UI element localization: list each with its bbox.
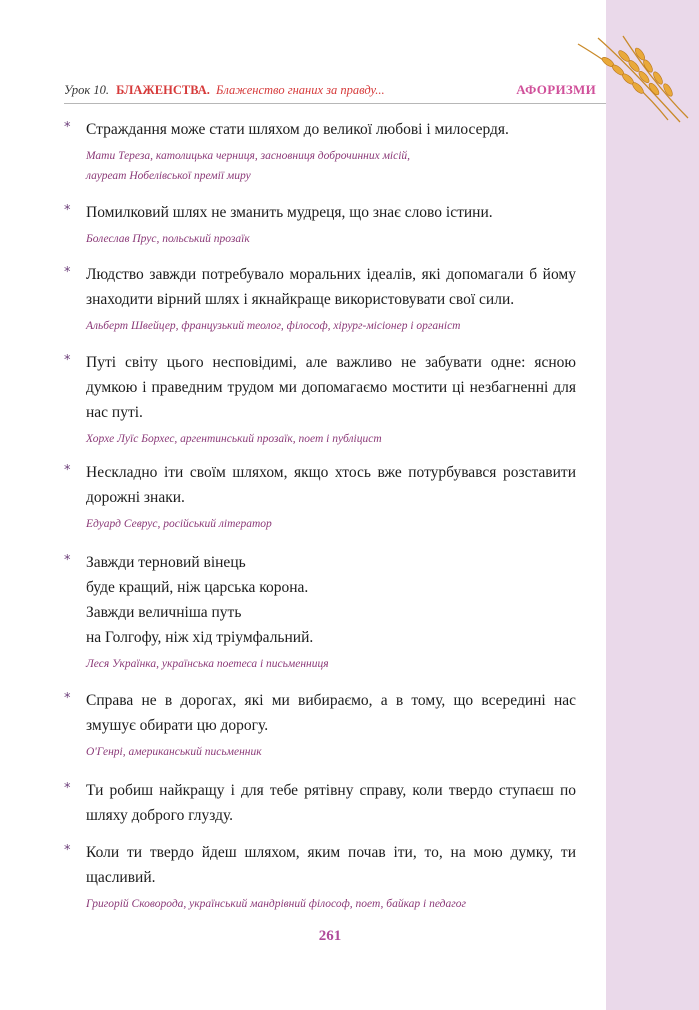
quote-item bbox=[64, 200, 576, 249]
quote-text bbox=[86, 840, 576, 890]
quote-text bbox=[86, 262, 576, 312]
quote-author bbox=[86, 654, 576, 674]
quote-item bbox=[64, 262, 576, 336]
quote-text bbox=[86, 778, 576, 828]
bullet-star-icon: * bbox=[64, 843, 71, 858]
quote-author bbox=[86, 514, 576, 534]
author-line: лауреат Нобелівської премії миру bbox=[86, 170, 251, 182]
bullet-star-icon: * bbox=[64, 691, 71, 706]
quote-author bbox=[86, 316, 576, 336]
author-line: Едуард Севрус, російський літератор bbox=[86, 518, 272, 530]
bullet-star-icon: * bbox=[64, 781, 71, 796]
author-line: Болеслав Прус, польський прозаїк bbox=[86, 233, 250, 245]
page-header bbox=[64, 80, 596, 100]
bullet-star-icon: * bbox=[64, 463, 71, 478]
quote-item bbox=[64, 117, 576, 186]
bullet-star-icon: * bbox=[64, 203, 71, 218]
header-divider bbox=[64, 103, 606, 104]
quote-item bbox=[64, 778, 576, 828]
bullet-star-icon: * bbox=[64, 353, 71, 368]
page-number: 261 bbox=[318, 928, 342, 944]
quote-line: Коли ти твердо йдеш шляхом, яким почав іти, то, на мою думку, ти щасливий. bbox=[86, 844, 576, 886]
quote-line: Справа не в дорогах, які ми вибираємо, а в тому, що всередині нас змушує обирати цю дорогу. bbox=[86, 692, 576, 734]
lesson-number: Урок 10. bbox=[64, 83, 110, 97]
quote-item bbox=[64, 550, 576, 674]
author-line: Григорій Сковорода, український мандрівний філософ, поет, байкар і педагог bbox=[86, 898, 466, 910]
quote-line: Завжди терновий вінець bbox=[86, 554, 246, 571]
bullet-star-icon: * bbox=[64, 265, 71, 280]
quote-item bbox=[64, 840, 576, 914]
quote-author bbox=[86, 894, 576, 914]
side-band bbox=[606, 0, 699, 1010]
quote-text bbox=[86, 350, 576, 425]
quote-author bbox=[86, 742, 576, 762]
quote-line: Людство завжди потребувало моральних ідеалів, які допомагали б йому знаходити вірний шлях і якнайкраще використовувати свої сили. bbox=[86, 266, 576, 308]
author-line: Леся Українка, українська поетеса і письменниця bbox=[86, 658, 329, 670]
quote-text bbox=[86, 200, 576, 225]
bullet-star-icon: * bbox=[64, 120, 71, 135]
bullet-star-icon: * bbox=[64, 553, 71, 568]
quote-author bbox=[86, 146, 576, 186]
quote-line: Завжди величніша путь bbox=[86, 604, 242, 621]
quote-item bbox=[64, 350, 576, 449]
quote-text bbox=[86, 117, 576, 142]
lesson-topic: БЛАЖЕНСТВА. bbox=[116, 83, 210, 97]
quote-text bbox=[86, 460, 576, 510]
author-line: О'Генрі, американський письменник bbox=[86, 746, 262, 758]
quote-text bbox=[86, 688, 576, 738]
author-line: Альберт Швейцер, французький теолог, філософ, хірург-місіонер і органіст bbox=[86, 320, 461, 332]
quote-line: Страждання може стати шляхом до великої любові і милосердя. bbox=[86, 121, 509, 138]
quote-item bbox=[64, 460, 576, 534]
author-line: Хорхе Луїс Борхес, аргентинський прозаїк, поет і публіцист bbox=[86, 433, 382, 445]
quote-line: Путі світу цього несповідимі, але важливо не забувати одне: ясною думкою і праведним трудом ми допомагаємо мостити ці незбагненні для нас путі. bbox=[86, 354, 576, 421]
quote-item bbox=[64, 688, 576, 762]
author-line: Мати Тереза, католицька черниця, засновниця доброчинних місій, bbox=[86, 150, 411, 162]
quote-author bbox=[86, 429, 576, 449]
lesson-subtitle: Блаженство гнаних за правду... bbox=[216, 83, 385, 97]
quote-author bbox=[86, 229, 576, 249]
quote-line: Помилковий шлях не зманить мудреця, що знає слово істини. bbox=[86, 204, 493, 221]
quote-line: на Голгофу, ніж хід тріумфальний. bbox=[86, 629, 314, 646]
quote-line: Нескладно іти своїм шляхом, якщо хтось вже потурбувався розставити дорожні знаки. bbox=[86, 464, 576, 506]
quote-line: Ти робиш найкращу і для тебе рятівну справу, коли твердо ступаєш по шляху доброго глузду. bbox=[86, 782, 576, 824]
quote-text bbox=[86, 550, 576, 650]
section-title: АФОРИЗМИ bbox=[516, 82, 596, 97]
quote-line: буде кращий, ніж царська корона. bbox=[86, 579, 309, 596]
